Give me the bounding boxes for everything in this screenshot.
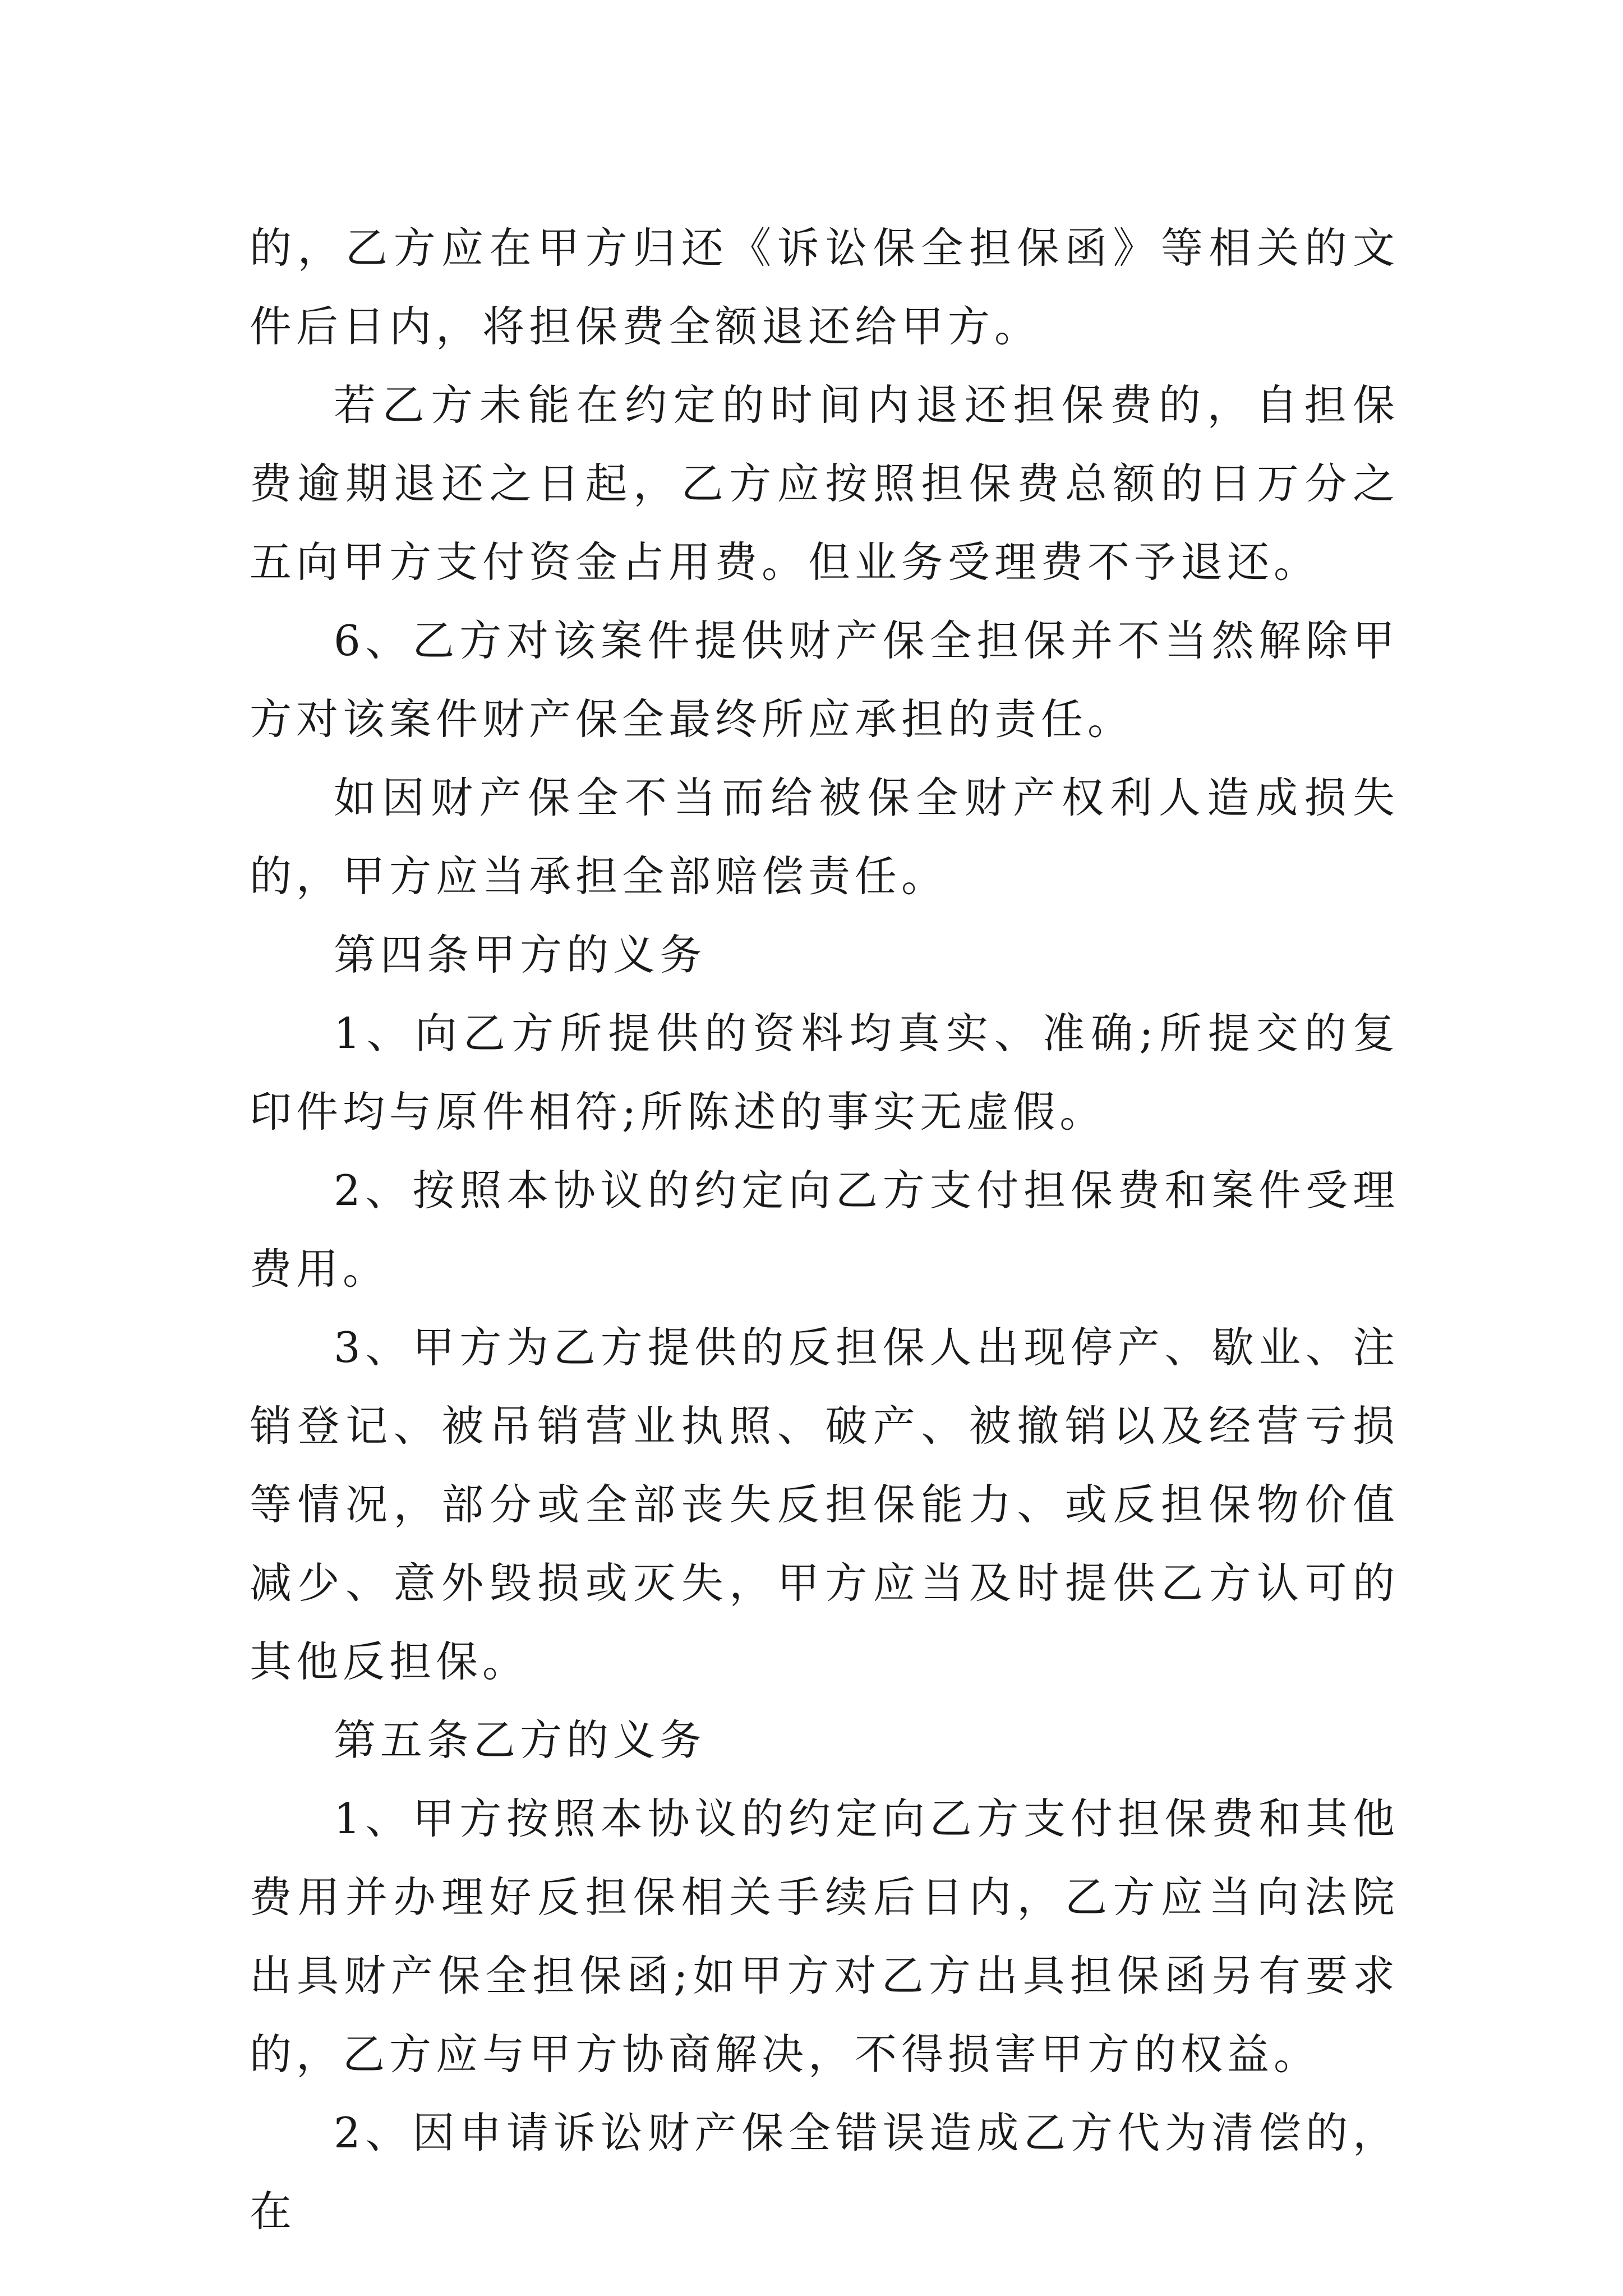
section-heading-party-a-obligations: 第四条甲方的义务 xyxy=(334,930,707,979)
paragraph-party-a-item-3: 3、甲方为乙方提供的反担保人出现停产、歇业、注销登记、被吊销营业执照、破产、被撤销以及经营亏损等情况，部分或全部丧失反担保能力、或反担保物价值减少、意外毁损或灭失，甲方应当及时提供乙方认可的其他反担保。 xyxy=(250,1323,1399,1686)
paragraph-party-a-item-1: 1、向乙方所提供的资料均真实、准确;所提交的复印件均与原件相符;所陈述的事实无虚假。 xyxy=(250,1009,1399,1137)
paragraph-late-refund-fee: 若乙方未能在约定的时间内退还担保费的，自担保费逾期退还之日起，乙方应按照担保费总额的日万分之五向甲方支付资金占用费。但业务受理费不予退还。 xyxy=(250,380,1399,587)
paragraph-party-b-item-1: 1、甲方按照本协议的约定向乙方支付担保费和其他费用并办理好反担保相关手续后日内，乙方应当向法院出具财产保全担保函;如甲方对乙方出具担保函另有要求的，乙方应与甲方协商解决，不得损害甲方的权益。 xyxy=(250,1794,1399,2079)
paragraph-compensation-liability: 如因财产保全不当而给被保全财产权利人造成损失的，甲方应当承担全部赔偿责任。 xyxy=(250,773,1399,901)
paragraph-refund-return: 的，乙方应在甲方归还《诉讼保全担保函》等相关的文件后日内，将担保费全额退还给甲方。 xyxy=(250,223,1399,351)
section-heading-party-b-obligations: 第五条乙方的义务 xyxy=(334,1715,707,1765)
document-body xyxy=(250,209,1399,2251)
paragraph-clause-6: 6、乙方对该案件提供财产保全担保并不当然解除甲方对该案件财产保全最终所应承担的责任。 xyxy=(250,616,1399,744)
paragraph-party-a-item-2: 2、按照本协议的约定向乙方支付担保费和案件受理费用。 xyxy=(250,1166,1399,1294)
paragraph-party-b-item-2: 2、因申请诉讼财产保全错误造成乙方代为清偿的，在 xyxy=(250,2108,1399,2236)
